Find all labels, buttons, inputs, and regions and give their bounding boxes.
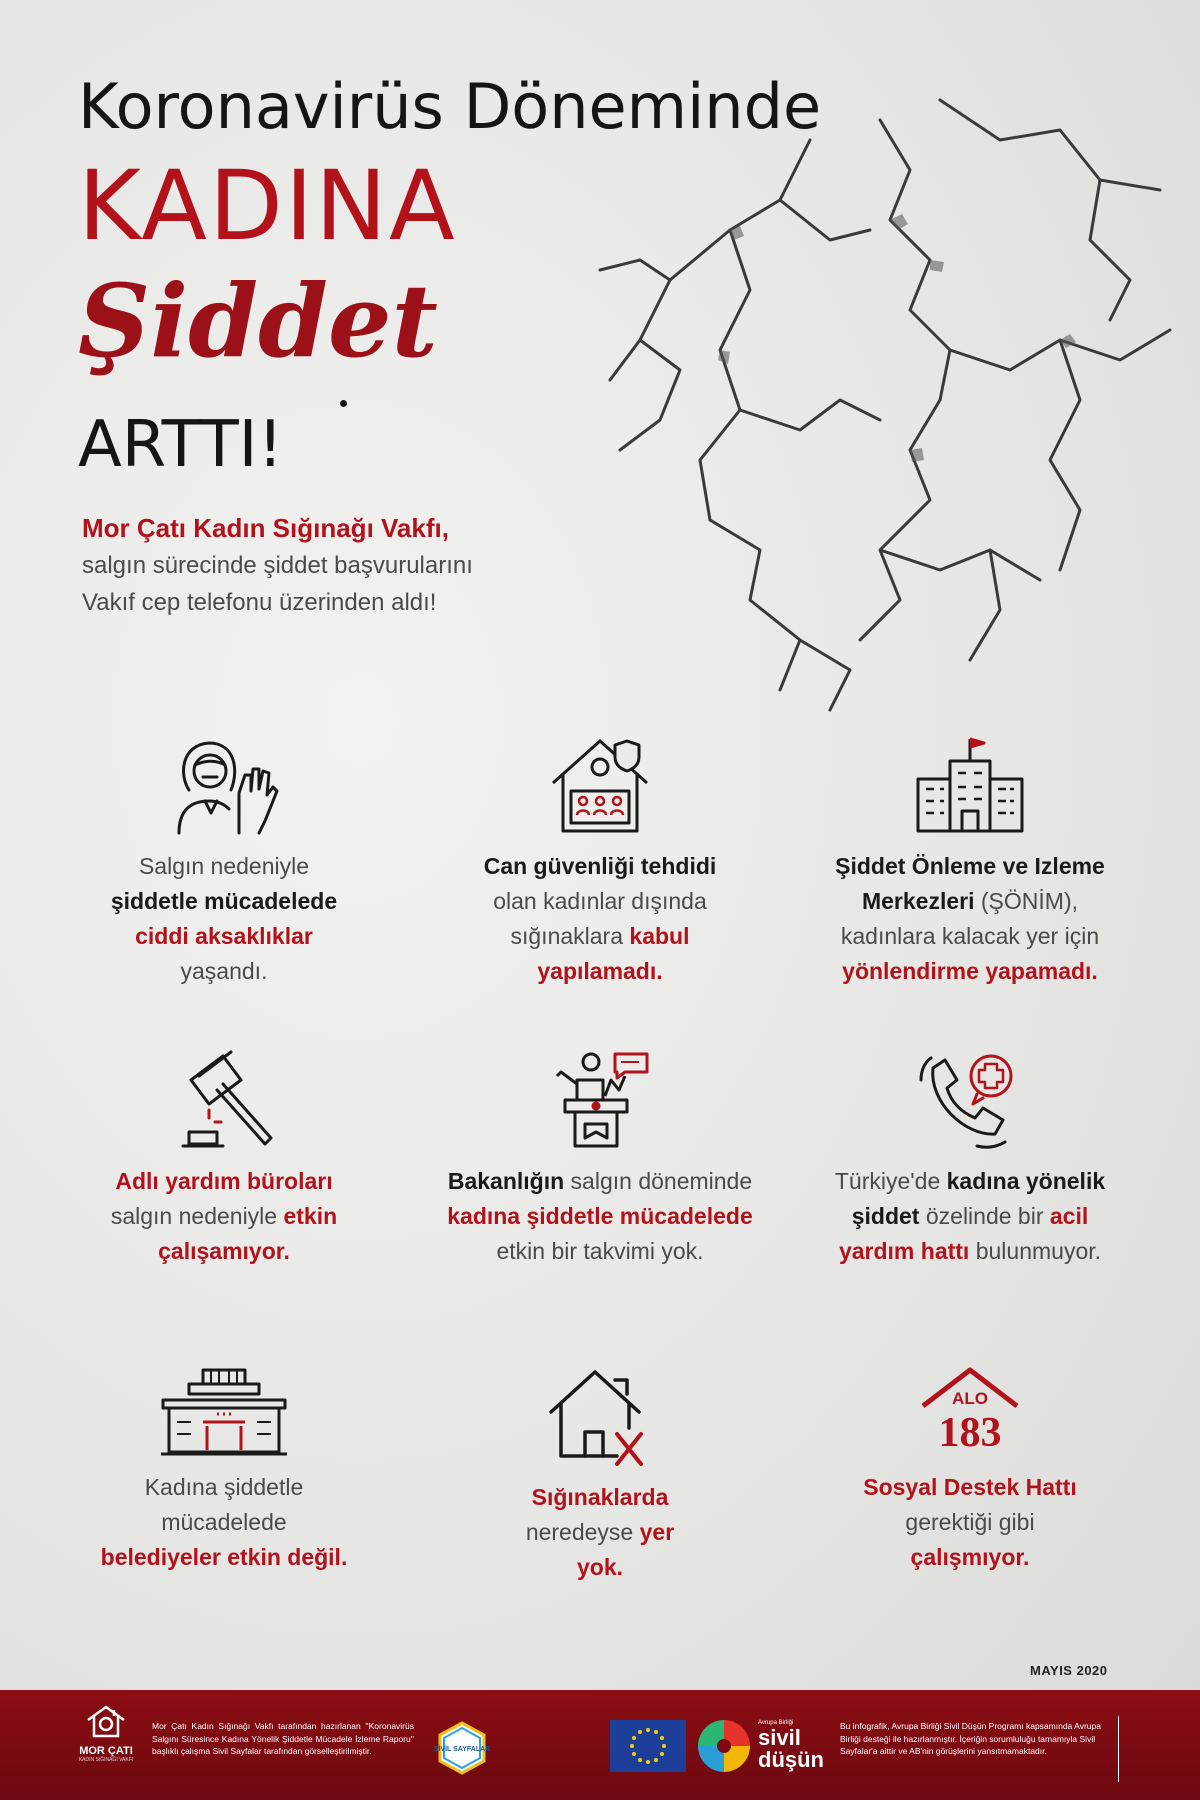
item-8-text	[430, 1480, 770, 1585]
item-3-part-4: kadınlara kalacak yer için	[840, 923, 1100, 949]
title-line-3: Şiddet	[78, 262, 438, 380]
item-8-part-4: yok.	[576, 1554, 624, 1580]
item-5-part-3: kadına şiddetle mücadelede	[447, 1203, 753, 1229]
sivil-sayfalar-logo	[433, 1721, 491, 1775]
item-6-part-4: özelinde bir	[919, 1203, 1050, 1229]
item-2-part-1: Can güvenliği tehdidi	[483, 853, 717, 879]
item-8-part-2: neredeyse	[525, 1519, 640, 1545]
item-7-part-3: belediyeler etkin değil.	[100, 1544, 348, 1570]
item-3	[800, 735, 1140, 989]
item-1-part-1: Salgın nedeniyle	[138, 853, 310, 879]
intro-line-2: salgın sürecinde şiddet başvurularını	[82, 552, 473, 579]
item-1-part-4: yaşandı.	[180, 958, 268, 984]
sivil-dusun-logo	[758, 1720, 828, 1771]
item-5-part-4: etkin bir takvimi yok.	[496, 1238, 704, 1264]
sivil-dusun-word-2: düşün	[758, 1747, 824, 1772]
footer-bar	[0, 1690, 1200, 1800]
item-6-part-6: yardım hattı	[838, 1238, 970, 1264]
mor-cati-logo	[76, 1704, 136, 1763]
item-3-part-1: Şiddet Önleme ve Izleme	[835, 853, 1105, 879]
item-7-text	[54, 1470, 394, 1575]
item-3-part-5: yönlendirme yapamadı.	[842, 958, 1098, 984]
item-5-text	[430, 1164, 770, 1269]
item-4-text	[54, 1164, 394, 1269]
item-4	[54, 1050, 394, 1269]
intro-highlight: Mor Çatı Kadın Sığınağı Vakfı,	[82, 513, 449, 543]
item-2	[430, 735, 770, 989]
item-1-text	[54, 849, 394, 989]
item-3-part-2: Merkezleri	[861, 888, 975, 914]
item-6-text	[800, 1164, 1140, 1269]
title-dot	[340, 400, 347, 407]
item-2-part-3: sığınaklara	[510, 923, 630, 949]
municipality-building-icon	[159, 1366, 289, 1456]
item-6-part-5: acil	[1049, 1203, 1089, 1229]
intro-text	[82, 510, 642, 621]
mor-cati-logo-sub: KADIN SIĞINAĞI VAKFI	[78, 1757, 134, 1763]
item-4-part-2: salgın nedeniyle	[110, 1203, 284, 1229]
shelter-house-icon	[545, 735, 655, 835]
item-5	[430, 1050, 770, 1269]
item-9-part-1: Sosyal Destek Hattı	[863, 1474, 1077, 1500]
item-7-part-1: Kadına şiddetle	[144, 1474, 304, 1500]
mor-cati-logo-label: MOR ÇATI	[79, 1745, 133, 1757]
sivil-dusun-word-1: sivil	[758, 1725, 801, 1750]
footer-divider	[1118, 1716, 1119, 1782]
footer-disclaimer-text: Bu infografik, Avrupa Birliği Sivil Düşün Programı kapsamında Avrupa Birliği desteği ile hazırlanmıştır. İçeriğin sorumluluğu tamamıyla Sivil Sayfalar'a aittir ve AB'nin görüşlerini yansıtmamaktadır.	[840, 1721, 1101, 1756]
item-2-part-4: kabul	[629, 923, 690, 949]
item-1	[54, 735, 394, 989]
item-4-part-3: etkin	[283, 1203, 338, 1229]
item-3-part-3: (ŞÖNİM),	[974, 888, 1078, 914]
title-line-2: KADINA	[78, 150, 457, 262]
eu-flag-icon	[610, 1720, 686, 1772]
sivil-sayfalar-text: SİVİL SAYFALAR	[433, 1746, 491, 1753]
item-7-part-2: mücadelede	[161, 1509, 287, 1535]
gavel-icon	[169, 1050, 279, 1150]
item-5-part-2: salgın döneminde	[564, 1168, 753, 1194]
item-8-part-3: yer	[639, 1519, 675, 1545]
item-5-part-1: Bakanlığın	[447, 1168, 565, 1194]
alo-183-icon	[915, 1366, 1025, 1456]
item-4-part-1: Adlı yardım büroları	[115, 1168, 333, 1194]
government-building-flag-icon	[910, 735, 1030, 835]
item-2-part-5: yapılamadı.	[537, 958, 663, 984]
item-6-part-1: Türkiye'de	[834, 1168, 947, 1194]
alo-number: 183	[938, 1410, 1002, 1456]
item-6	[800, 1050, 1140, 1269]
house-cross-icon	[545, 1366, 655, 1466]
phone-medical-icon	[915, 1050, 1025, 1150]
date-label: MAYIS 2020	[1030, 1663, 1108, 1678]
item-1-part-2: şiddetle mücadelede	[110, 888, 338, 914]
item-1-part-3: ciddi aksaklıklar	[135, 923, 313, 949]
item-3-text	[800, 849, 1140, 989]
item-2-part-2: olan kadınlar dışında	[493, 888, 707, 914]
item-8-part-1: Sığınaklarda	[531, 1484, 669, 1510]
cracked-wall-graphic	[580, 80, 1180, 720]
intro-line-3: Vakıf cep telefonu üzerinden aldı!	[82, 589, 437, 616]
item-4-part-4: çalışamıyor.	[158, 1238, 290, 1264]
item-9-text	[800, 1470, 1140, 1575]
title-line-1: Koronavirüs Döneminde	[78, 70, 822, 143]
item-2-text	[430, 849, 770, 989]
speaker-podium-icon	[545, 1050, 655, 1150]
item-6-part-2: kadına yönelik	[946, 1168, 1106, 1194]
sivil-dusun-small: Avrupa Birliği	[758, 1720, 794, 1726]
item-8	[430, 1366, 770, 1585]
item-7	[54, 1366, 394, 1575]
title-line-4: ARTTI!	[78, 408, 284, 482]
footer-credit-text: Mor Çatı Kadın Sığınağı Vakfı tarafından hazırlanan ''Koronavirüs Salgını Süresince Kadına Yönelik Şiddetle Mücadele İzleme Raporu'' başlıklı çalışma Sivil Sayfalar tarafından görselleştirilmiştir.	[152, 1721, 414, 1756]
alo-label: ALO	[952, 1389, 988, 1408]
mor-cati-house-icon	[84, 1704, 128, 1738]
sivil-dusun-puzzle-icon	[696, 1718, 752, 1774]
item-9-part-3: çalışmıyor.	[910, 1544, 1030, 1570]
item-9-part-2: gerektiği gibi	[905, 1509, 1035, 1535]
item-6-part-7: bulunmuyor.	[969, 1238, 1102, 1264]
item-6-part-3: şiddet	[851, 1203, 920, 1229]
item-9	[800, 1366, 1140, 1575]
woman-stop-hand-icon	[169, 735, 279, 835]
